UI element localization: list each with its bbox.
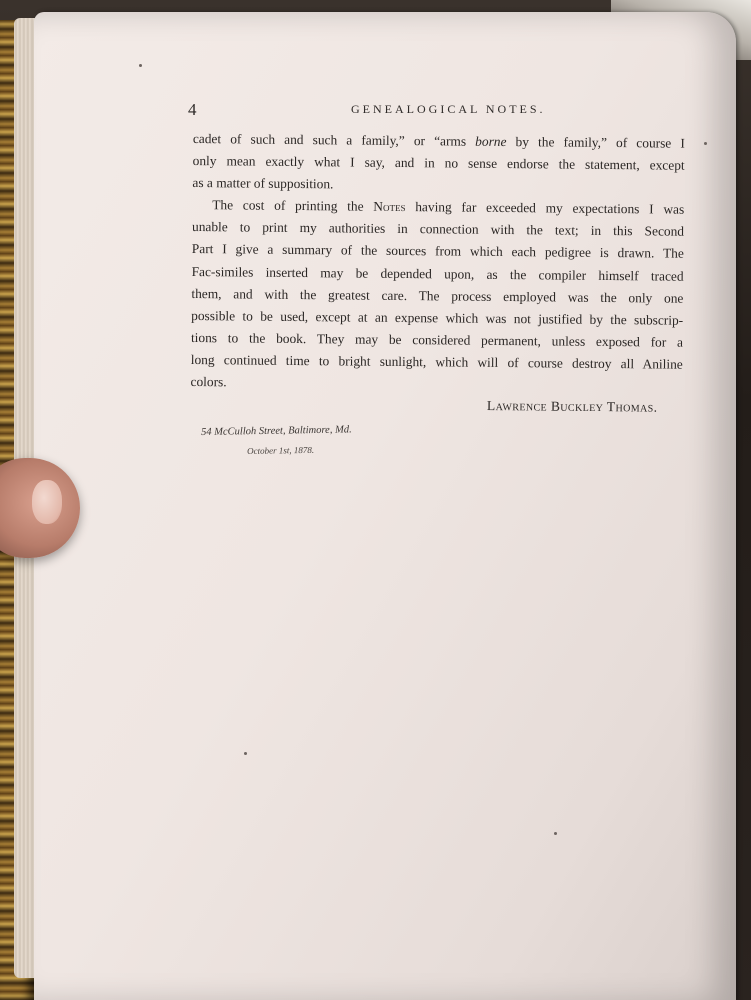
text-line: only mean exactly what I say, and in no sense endorse the statement, except	[192, 153, 685, 173]
text-line: tions to the book. They may be considered permanent, unless exposed for a	[190, 329, 684, 350]
text-line: long continued time to bright sunlight, which will of course destroy all Aniline	[190, 351, 683, 372]
small-caps-word: Notes	[373, 199, 406, 215]
text-line: Part I give a summary of the sources from which each pedigree is drawn. The	[191, 241, 684, 262]
text-line: The cost of printing the Notes having far exceeded my expectations I was	[212, 197, 685, 218]
text-line: them, and with the greatest care. The process employed was the only one	[191, 285, 684, 306]
address-line: 54 McCulloh Street, Baltimore, Md.	[201, 424, 352, 438]
page-header	[188, 100, 628, 122]
body-text	[190, 128, 685, 398]
page-number: 4	[188, 100, 197, 119]
thumb-nail	[32, 480, 62, 524]
text-line: colors.	[190, 374, 227, 390]
text-line: Fac-similes inserted may be depended upon, as the compiler himself traced	[191, 263, 684, 284]
paper-speck	[139, 64, 142, 67]
running-head: GENEALOGICAL NOTES.	[351, 102, 546, 116]
text-line: cadet of such and such a family,” or “arms borne by the family,” of course I	[192, 130, 685, 151]
paper-speck	[554, 832, 557, 835]
italic-word: borne	[475, 133, 507, 150]
date-line: October 1st, 1878.	[247, 444, 315, 456]
text-line: unable to print my authorities in connection with the text; in this Second	[191, 219, 685, 240]
text-line: possible to be used, except at an expense which was not justified by the subscrip-	[191, 307, 684, 328]
author-signature: Lawrence Buckley Thomas.	[486, 398, 658, 415]
text-line: as a matter of supposition.	[192, 175, 334, 192]
paper-speck	[244, 752, 247, 755]
paper-speck	[704, 142, 707, 145]
